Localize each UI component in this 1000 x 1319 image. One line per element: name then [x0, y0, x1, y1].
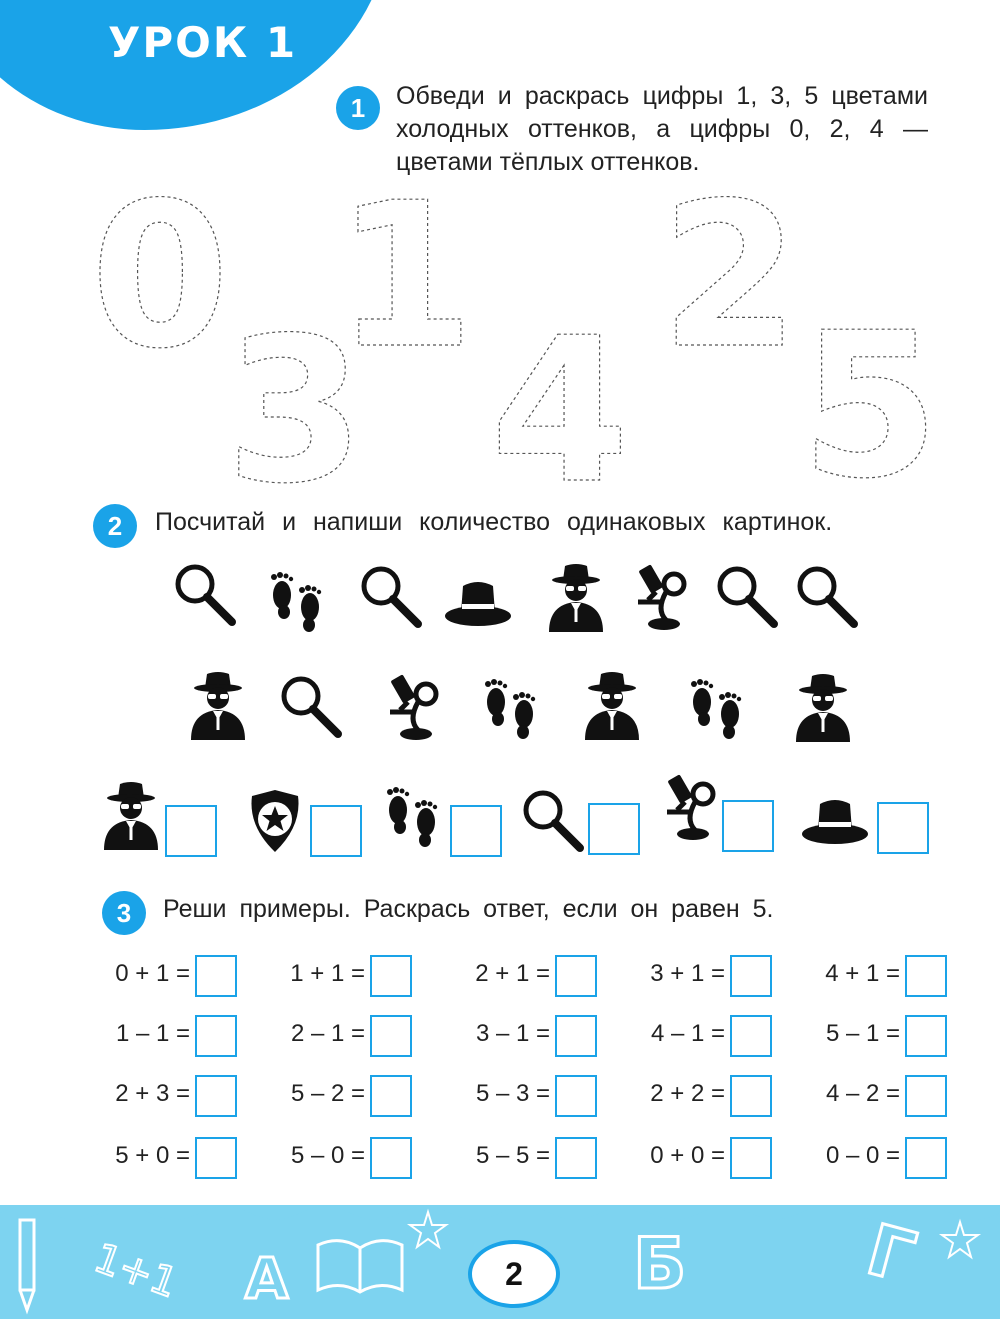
- detective-icon: [541, 562, 611, 632]
- example-answer-box[interactable]: [555, 1075, 597, 1117]
- example-expression: 3 – 1 =: [475, 1020, 550, 1047]
- example-expression: 5 – 3 =: [475, 1080, 550, 1107]
- magnifier-icon: [356, 562, 426, 632]
- detective-icon: [788, 672, 858, 742]
- open-book-icon: [310, 1230, 410, 1300]
- letter-g: [858, 1208, 940, 1300]
- answer-box-microscope[interactable]: [722, 800, 774, 852]
- footprints-icon: [476, 672, 546, 742]
- letter-a: [235, 1240, 305, 1310]
- example-expression: 5 – 5 =: [475, 1142, 550, 1169]
- example-expression: 5 – 2 =: [290, 1080, 365, 1107]
- example-expression: 4 + 1 =: [825, 960, 900, 987]
- task-3-number: 3: [102, 891, 146, 935]
- magnifier-icon: [276, 672, 346, 742]
- microscope-icon: [378, 672, 448, 742]
- detective-icon: [577, 670, 647, 740]
- example-answer-box[interactable]: [370, 955, 412, 997]
- example-expression: 4 – 1 =: [650, 1020, 725, 1047]
- example-answer-box[interactable]: [905, 1137, 947, 1179]
- example-expression: 2 + 1 =: [475, 960, 550, 987]
- task-1-number: 1: [336, 86, 380, 130]
- svg-text:Г: Г: [858, 1208, 924, 1300]
- svg-text:1: 1: [335, 160, 475, 393]
- example-answer-box[interactable]: [195, 955, 237, 997]
- footprints-icon: [682, 672, 752, 742]
- magnifier-icon: [518, 786, 588, 856]
- answer-box-badge[interactable]: [310, 805, 362, 857]
- example-answer-box[interactable]: [195, 1137, 237, 1179]
- example-answer-box[interactable]: [370, 1075, 412, 1117]
- answer-box-footprints[interactable]: [450, 805, 502, 857]
- svg-text:2: 2: [660, 160, 800, 393]
- example-expression: 0 + 1 =: [115, 960, 190, 987]
- detective-icon: [96, 780, 166, 850]
- letter-b: [625, 1220, 705, 1305]
- example-expression: 3 + 1 =: [650, 960, 725, 987]
- example-answer-box[interactable]: [905, 1075, 947, 1117]
- example-answer-box[interactable]: [905, 1015, 947, 1057]
- svg-text:А: А: [245, 1247, 289, 1312]
- digit-outline-5[interactable]: [800, 290, 940, 523]
- example-answer-box[interactable]: [555, 1015, 597, 1057]
- svg-text:1+1: 1+1: [88, 1235, 184, 1308]
- hat-icon: [443, 568, 513, 638]
- example-answer-box[interactable]: [730, 1015, 772, 1057]
- microscope-icon: [626, 562, 696, 632]
- example-expression: 2 – 1 =: [290, 1020, 365, 1047]
- magnifier-icon: [792, 562, 862, 632]
- example-answer-box[interactable]: [195, 1015, 237, 1057]
- example-expression: 1 + 1 =: [290, 960, 365, 987]
- footprints-icon: [378, 780, 448, 850]
- example-answer-box[interactable]: [730, 1137, 772, 1179]
- example-answer-box[interactable]: [555, 1137, 597, 1179]
- svg-text:4: 4: [490, 295, 630, 528]
- example-answer-box[interactable]: [730, 955, 772, 997]
- badge-icon: [240, 786, 310, 856]
- example-answer-box[interactable]: [195, 1075, 237, 1117]
- example-answer-box[interactable]: [730, 1075, 772, 1117]
- example-expression: 2 + 2 =: [650, 1080, 725, 1107]
- star-icon: [940, 1220, 980, 1260]
- answer-box-hat[interactable]: [877, 802, 929, 854]
- example-expression: 1 – 1 =: [115, 1020, 190, 1047]
- footprints-icon: [262, 565, 332, 635]
- example-expression: 2 + 3 =: [115, 1080, 190, 1107]
- pencil-icon: [8, 1215, 48, 1315]
- digit-outline-0[interactable]: [85, 160, 235, 393]
- footer-wave-edge: [0, 1195, 1000, 1225]
- magnifier-icon: [712, 562, 782, 632]
- example-expression: 5 – 1 =: [825, 1020, 900, 1047]
- task-2-number: 2: [93, 504, 137, 548]
- answer-box-detective[interactable]: [165, 805, 217, 857]
- svg-text:Б: Б: [633, 1223, 687, 1305]
- magnifier-icon: [170, 560, 240, 630]
- svg-text:3: 3: [225, 295, 365, 528]
- detective-icon: [183, 670, 253, 740]
- page-number: 2: [468, 1240, 560, 1308]
- svg-text:5: 5: [800, 290, 940, 523]
- example-answer-box[interactable]: [370, 1137, 412, 1179]
- example-answer-box[interactable]: [905, 955, 947, 997]
- example-expression: 4 – 2 =: [825, 1080, 900, 1107]
- example-answer-box[interactable]: [555, 955, 597, 997]
- digit-outline-3[interactable]: [225, 295, 365, 528]
- microscope-icon: [655, 772, 725, 842]
- digit-outline-1[interactable]: [335, 160, 475, 393]
- hat-icon: [800, 786, 870, 856]
- example-expression: 5 + 0 =: [115, 1142, 190, 1169]
- answer-box-magnifier[interactable]: [588, 803, 640, 855]
- digit-outline-4[interactable]: [485, 295, 635, 528]
- task-1-instructions: Обведи и раскрась цифры 1, 3, 5 цветами холодных оттенков, а цифры 0, 2, 4 — цветами тёплых оттенков.: [396, 82, 928, 176]
- task-3-instructions: Реши примеры. Раскрась ответ, если он равен 5.: [163, 895, 774, 923]
- example-expression: 0 + 0 =: [650, 1142, 725, 1169]
- task-2-instructions: Посчитай и напиши количество одинаковых картинок.: [155, 508, 833, 536]
- example-expression: 0 – 0 =: [825, 1142, 900, 1169]
- example-expression: 5 – 0 =: [290, 1142, 365, 1169]
- svg-text:0: 0: [90, 160, 230, 393]
- math-doodle: [65, 1225, 185, 1308]
- example-answer-box[interactable]: [370, 1015, 412, 1057]
- digit-outline-2[interactable]: [660, 160, 800, 393]
- star-icon: [408, 1210, 448, 1250]
- lesson-title: УРОК 1: [108, 18, 298, 67]
